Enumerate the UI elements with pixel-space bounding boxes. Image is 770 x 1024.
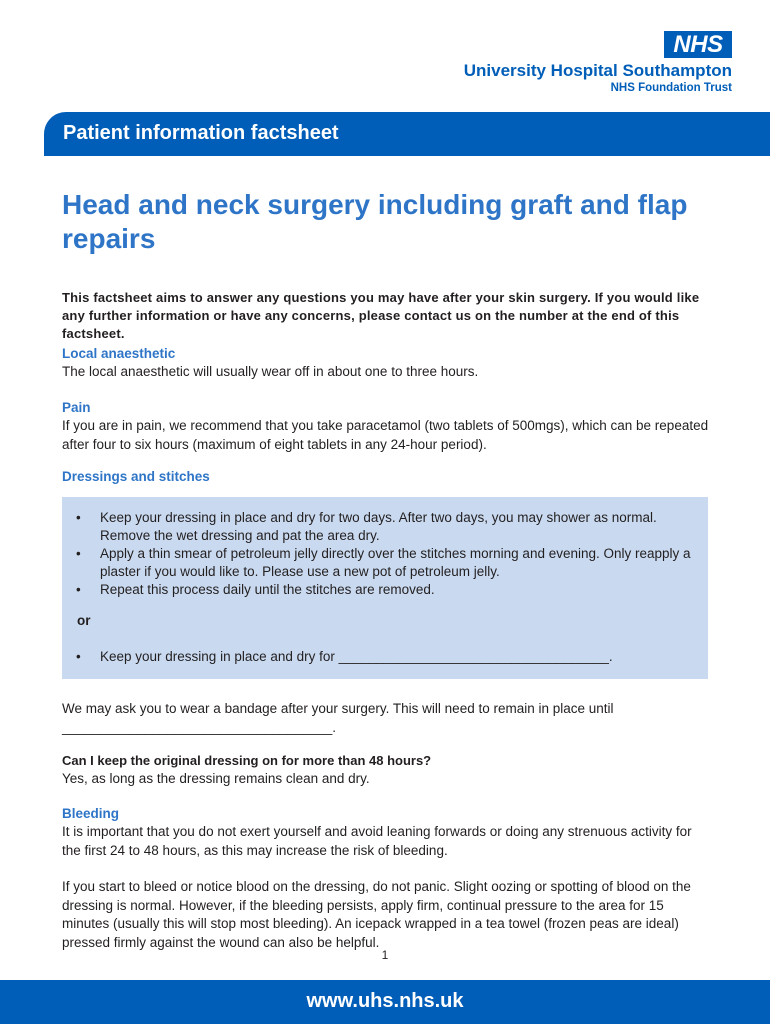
list-item (62, 648, 692, 666)
list-item-text: Apply a thin smear of petroleum jelly directly over the stitches morning and evening. Only reapply a plaster if you would like to. Please use a new pot of petroleum jelly. (100, 546, 691, 579)
bullet-icon: • (76, 546, 81, 561)
nhs-logo: NHS (664, 31, 732, 58)
bleeding-text-1: It is important that you do not exert yourself and avoid leaning forwards or doing any strenuous activity for the first 24 to 48 hours, as this may increase the risk of bleeding. (62, 824, 692, 858)
bullet-icon: • (76, 510, 81, 525)
page-footer (0, 980, 770, 1024)
intro-paragraph: This factsheet aims to answer any questions you may have after your skin surgery. If you would like any further information or have any concerns, please contact us on the number at the end of this factsheet. (62, 290, 700, 341)
page-header (0, 0, 770, 112)
organisation-subtitle: NHS Foundation Trust (610, 82, 732, 94)
original-dressing-section (62, 752, 712, 789)
question-heading: Can I keep the original dressing on for more than 48 hours? (62, 753, 432, 768)
list-item-text: Keep your dressing in place and dry for ____________________________________. (100, 649, 613, 664)
bleeding-text-2: If you start to bleed or notice blood on the dressing, do not panic. Slight oozing or spotting of blood on the dressing is normal. However, if the bleeding persists, apply firm, continual pressure to the area for 15 minutes (usually this will stop most bleeding). An icepack wrapped in a tea towel (frozen peas are ideal) pressed firmly against the wound can also be helpful. (62, 879, 691, 950)
section-heading-bleeding: Bleeding (62, 806, 120, 821)
section-heading-dressings: Dressings and stitches (62, 469, 210, 484)
local-anaesthetic-text: The local anaesthetic will usually wear off in about one to three hours. (62, 364, 479, 379)
list-item (62, 581, 692, 599)
dressing-instructions-box (62, 497, 708, 679)
bullet-icon: • (76, 582, 81, 597)
factsheet-label: Patient information factsheet (63, 122, 339, 144)
website-link[interactable]: www.uhs.nhs.uk (306, 990, 464, 1012)
bandage-section (62, 700, 712, 737)
bandage-text: We may ask you to wear a bandage after your surgery. This will need to remain in place until ____________________________________. (62, 701, 614, 735)
bleeding-section (62, 805, 712, 952)
section-heading-local-anaesthetic: Local anaesthetic (62, 346, 176, 361)
pain-section (62, 399, 712, 454)
question-answer: Yes, as long as the dressing remains clean and dry. (62, 771, 370, 786)
alternative-bullet-list (62, 648, 692, 666)
list-item-text: Keep your dressing in place and dry for two days. After two days, you may shower as normal. Remove the wet dressing and pat the area dry. (100, 510, 657, 543)
document-title: Head and neck surgery including graft and flap repairs (62, 189, 688, 254)
list-item (62, 545, 692, 581)
list-item (62, 509, 692, 545)
dressing-bullet-list (62, 509, 692, 599)
dressings-heading-block (62, 468, 712, 486)
section-heading-pain: Pain (62, 400, 91, 415)
list-item-text: Repeat this process daily until the stitches are removed. (100, 582, 435, 597)
organisation-name: University Hospital Southampton (463, 61, 732, 80)
page-number: 1 (381, 948, 389, 962)
local-anaesthetic-section (62, 345, 712, 382)
or-label: or (77, 613, 91, 628)
bullet-icon: • (76, 649, 81, 664)
title-band (44, 112, 770, 156)
document-body (62, 188, 712, 950)
pain-text: If you are in pain, we recommend that you take paracetamol (two tablets of 500mgs), which can be repeated after four to six hours (maximum of eight tablets in any 24-hour period). (62, 418, 709, 452)
